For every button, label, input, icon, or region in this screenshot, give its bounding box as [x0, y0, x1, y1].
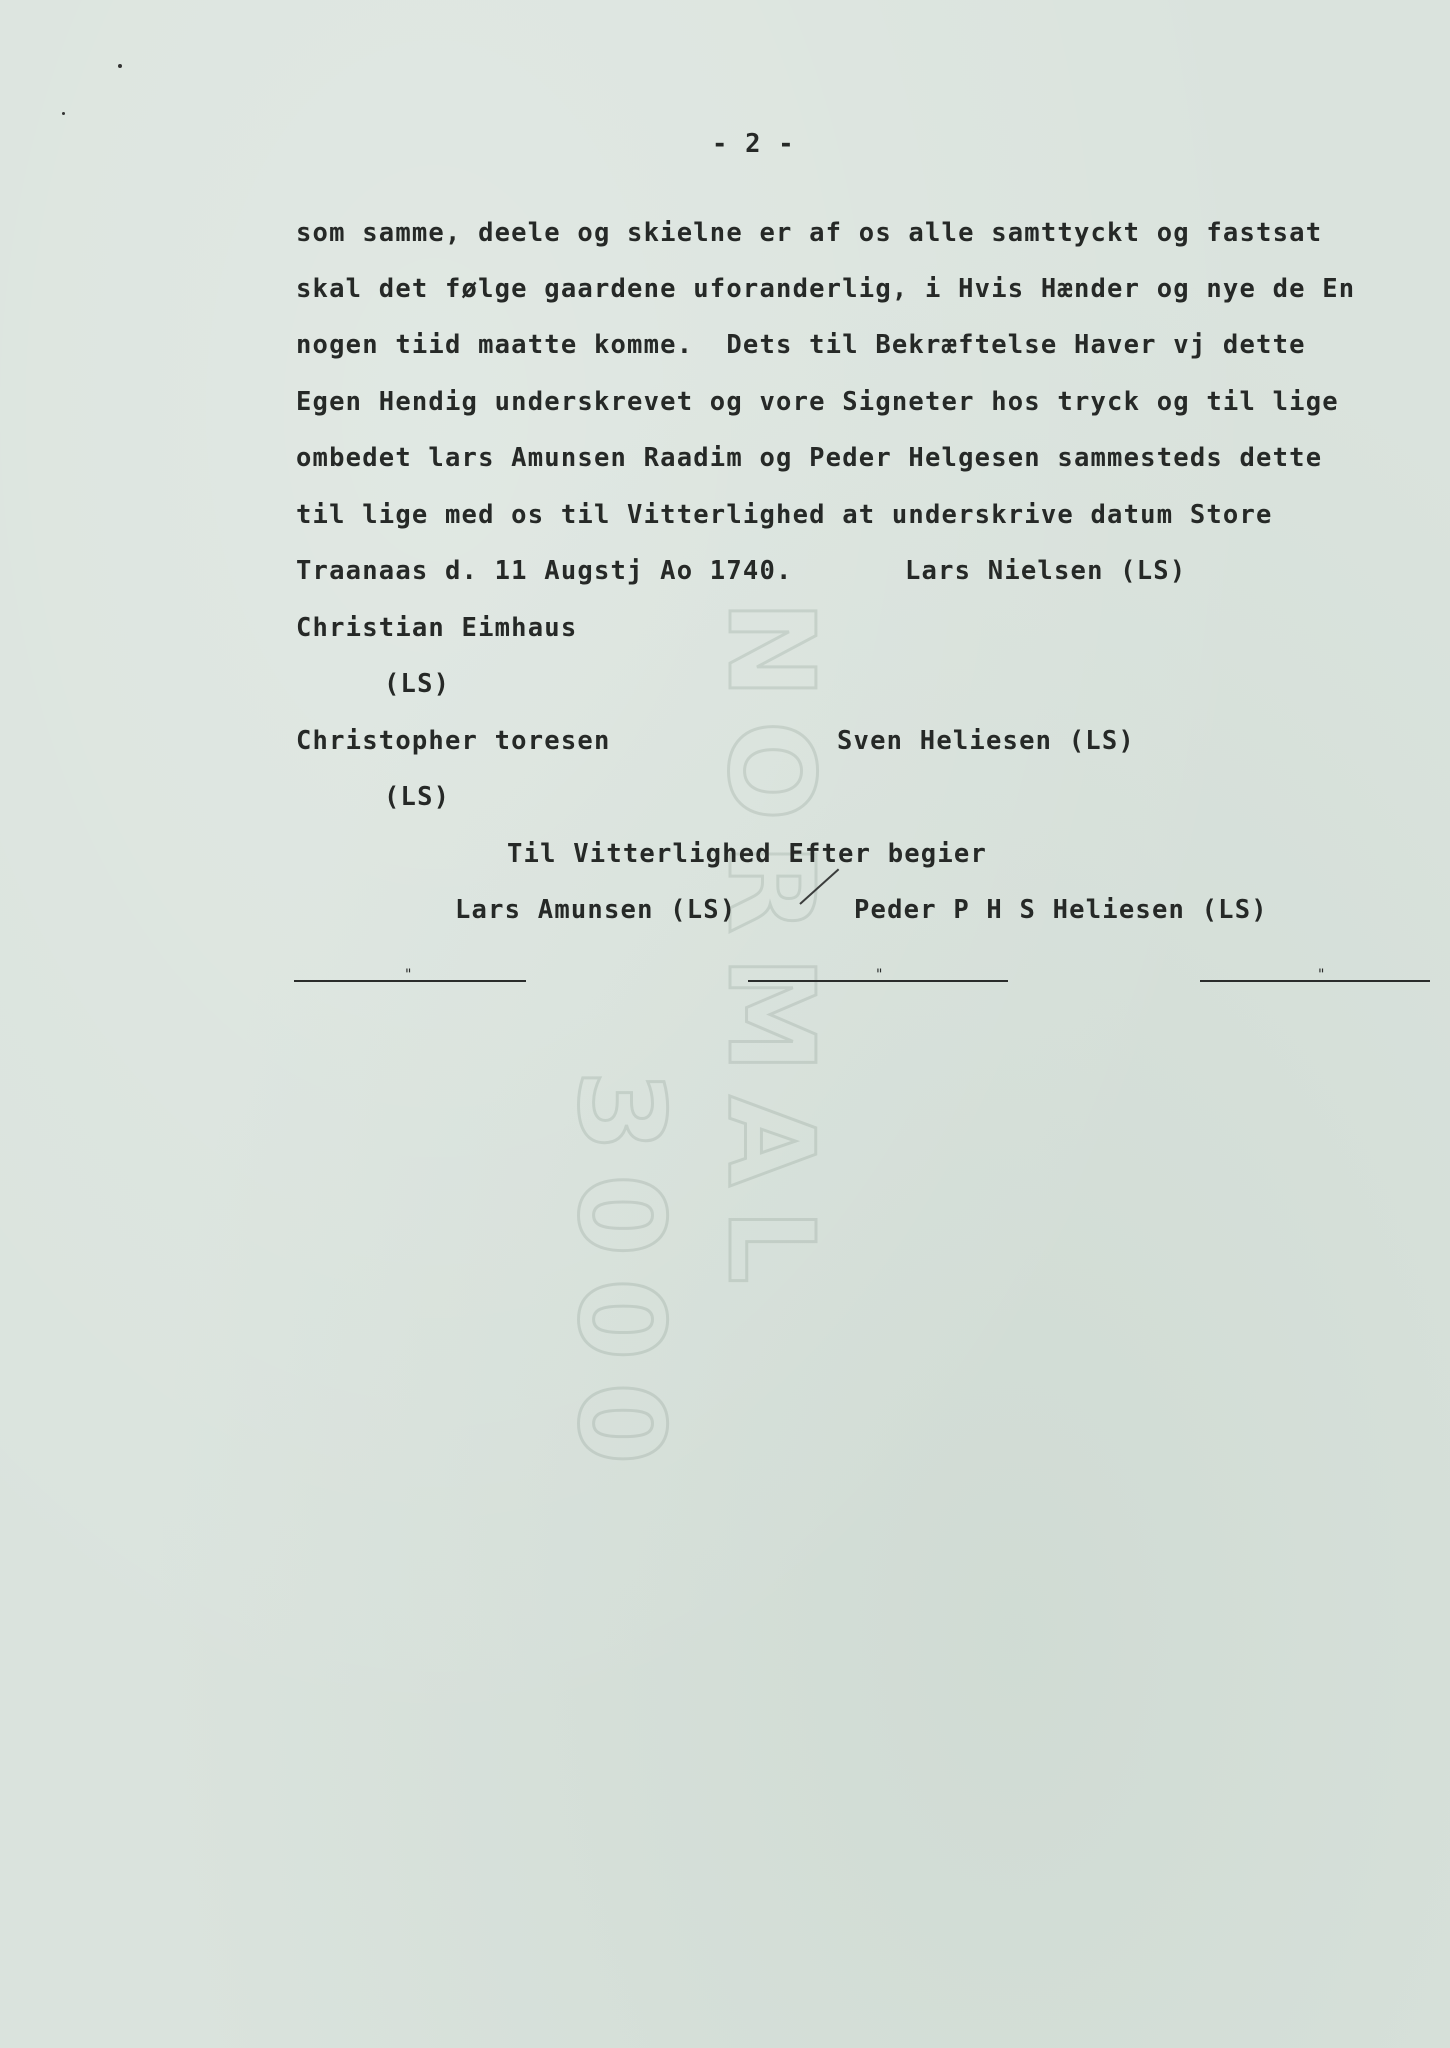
ditto-mark-3: " [1318, 967, 1325, 983]
signature-christian-seal: (LS) [384, 669, 451, 699]
signature-lars-nielsen: Lars Nielsen (LS) [905, 556, 1187, 586]
signature-christian-eimhaus: Christian Eimhaus [296, 613, 578, 643]
ditto-mark-1: " [405, 967, 412, 983]
ditto-mark-2: " [876, 967, 883, 983]
witness-heading: Til Vitterlighed Efter begier [507, 839, 988, 869]
paper-watermark [540, 600, 860, 2000]
body-line-6: til lige med os til Vitterlighed at underskrive datum Store [296, 500, 1273, 530]
body-line-7: Traanaas d. 11 Augstj Ao 1740. [296, 556, 793, 586]
signature-rule-3 [1200, 980, 1430, 982]
body-line-4: Egen Hendig underskrevet og vore Signeter hos tryck og til lige [296, 387, 1339, 417]
ink-speck [62, 112, 65, 115]
page-number: - 2 - [712, 129, 795, 159]
witness-lars-amunsen: Lars Amunsen (LS) [455, 895, 737, 925]
ink-speck [118, 64, 122, 68]
body-line-2: skal det følge gaardene uforanderlig, i Hvis Hænder og nye de En [296, 274, 1356, 304]
pen-stroke-mark [799, 868, 839, 904]
body-line-1: som samme, deele og skielne er af os alle samttyckt og fastsat [296, 218, 1323, 248]
watermark-text-number: 3000 [552, 1070, 690, 1487]
body-line-5: ombedet lars Amunsen Raadim og Peder Helgesen sammesteds dette [296, 443, 1323, 473]
watermark-text-normal: NORMAL [702, 600, 840, 1306]
witness-peder-heliesen: Peder P H S Heliesen (LS) [854, 895, 1268, 925]
body-line-3: nogen tiid maatte komme. Dets til Bekræftelse Haver vj dette [296, 330, 1306, 360]
signature-christopher-seal: (LS) [384, 782, 451, 812]
signature-sven-heliesen: Sven Heliesen (LS) [837, 726, 1135, 756]
signature-christopher-toresen: Christopher toresen [296, 726, 611, 756]
